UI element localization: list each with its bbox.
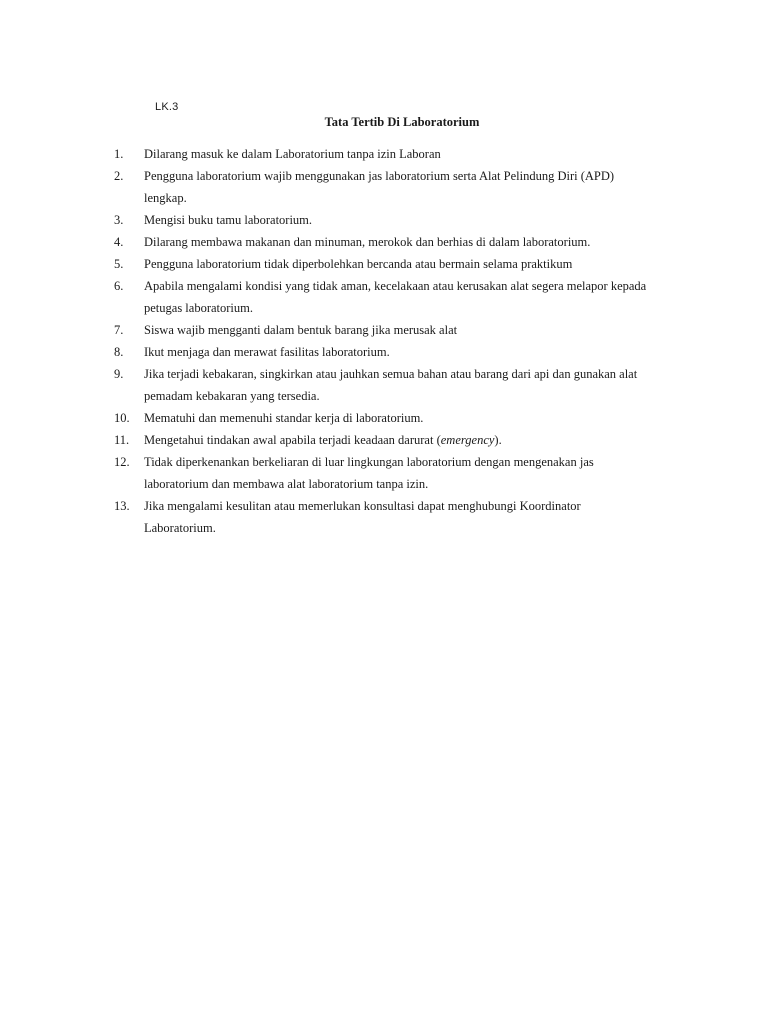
rules-list — [114, 143, 654, 539]
rule-number: 12. — [114, 455, 130, 469]
rule-text: Siswa wajib mengganti dalam bentuk barang jika merusak alat — [144, 323, 458, 337]
rule-text: Tidak diperkenankan berkeliaran di luar lingkungan laboratorium dengan mengenakan jas laboratorium dan membawa alat laboratorium tanpa izin. — [144, 455, 594, 491]
rule-number: 4. — [114, 235, 124, 249]
rule-text: Dilarang masuk ke dalam Laboratorium tanpa izin Laboran — [144, 147, 441, 161]
rule-item — [114, 253, 654, 275]
rule-number: 2. — [114, 169, 124, 183]
rule-text: Ikut menjaga dan merawat fasilitas laboratorium. — [144, 345, 390, 359]
rule-item — [114, 407, 654, 429]
rule-number: 5. — [114, 257, 124, 271]
rule-text: Jika terjadi kebakaran, singkirkan atau jauhkan semua bahan atau barang dari api dan gunakan alat pemadam kebakaran yang tersedia. — [144, 367, 638, 403]
rule-item — [114, 363, 654, 407]
rule-item — [114, 341, 654, 363]
rule-text — [144, 429, 654, 451]
rule-text: Dilarang membawa makanan dan minuman, merokok dan berhias di dalam laboratorium. — [144, 235, 591, 249]
rule-item — [114, 495, 654, 539]
rule-number: 11. — [114, 433, 130, 447]
rule-item — [114, 209, 654, 231]
rule-text: Mengisi buku tamu laboratorium. — [144, 213, 313, 227]
rule-number: 6. — [114, 279, 124, 293]
rule-item — [114, 319, 654, 341]
rule-number: 9. — [114, 367, 124, 381]
rule-text: Mematuhi dan memenuhi standar kerja di laboratorium. — [144, 411, 424, 425]
rule-text: Apabila mengalami kondisi yang tidak aman, kecelakaan atau kerusakan alat segera melapor kepada petugas laboratorium. — [144, 279, 647, 315]
rule-number: 3. — [114, 213, 124, 227]
document-code: LK.3 — [155, 101, 179, 113]
rule-text: Jika mengalami kesulitan atau memerlukan konsultasi dapat menghubungi Koordinator Laboratorium. — [144, 499, 581, 535]
rule-item — [114, 429, 654, 451]
rule-text-emphasis: emergency — [440, 433, 495, 447]
rule-number: 1. — [114, 147, 124, 161]
rule-item — [114, 231, 654, 253]
rule-text-before: Mengetahui tindakan awal apabila terjadi keadaan darurat ( — [144, 433, 441, 447]
rule-number: 10. — [114, 411, 130, 425]
document-title: Tata Tertib Di Laboratorium — [324, 115, 480, 129]
rule-text: Pengguna laboratorium wajib menggunakan jas laboratorium serta Alat Pelindung Diri (APD) lengkap. — [144, 169, 615, 205]
rule-item — [114, 275, 654, 319]
rule-number: 7. — [114, 323, 124, 337]
rule-number: 8. — [114, 345, 124, 359]
rule-item — [114, 451, 654, 495]
rule-item — [114, 165, 654, 209]
rule-text: Pengguna laboratorium tidak diperbolehkan bercanda atau bermain selama praktikum — [144, 257, 573, 271]
rule-item — [114, 143, 654, 165]
rule-number: 13. — [114, 499, 130, 513]
rule-text-after: ). — [494, 433, 502, 447]
